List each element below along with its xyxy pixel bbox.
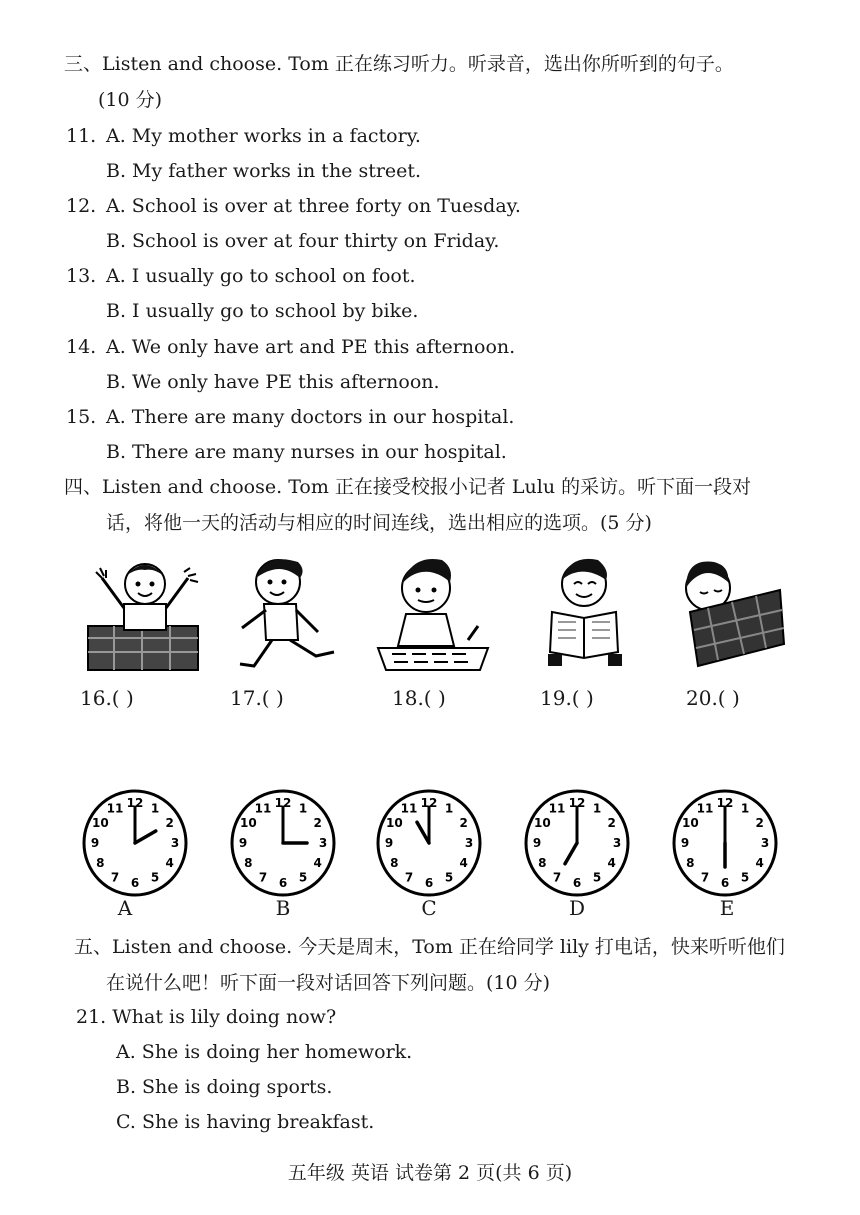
clock-numeral: 4 bbox=[607, 856, 616, 870]
clock-numeral: 1 bbox=[592, 801, 602, 816]
answer-blank-17[interactable]: 17.( ) bbox=[230, 686, 284, 710]
question-15-number: 15. bbox=[66, 406, 97, 428]
clock-b bbox=[228, 788, 338, 898]
clock-numeral: 8 bbox=[244, 856, 253, 870]
clock-label-d: D bbox=[568, 896, 586, 920]
section3-heading-line2: (10 分) bbox=[98, 89, 163, 111]
clock-numeral: 2 bbox=[755, 816, 764, 830]
clock-numeral: 11 bbox=[254, 801, 272, 816]
clock-numeral: 1 bbox=[740, 801, 750, 816]
boy-reading-icon bbox=[526, 548, 648, 676]
clock-numeral: 6 bbox=[572, 876, 582, 890]
clock-label-b: B bbox=[275, 896, 291, 920]
clock-label-c: C bbox=[421, 896, 437, 920]
clock-numeral: 12 bbox=[126, 796, 144, 810]
question-11-option-b: B. My father works in the street. bbox=[106, 160, 422, 182]
section5-heading-line2: 在说什么吧！听下面一段对话回答下列问题。(10 分) bbox=[106, 972, 551, 994]
clock-numeral: 9 bbox=[90, 836, 100, 850]
clock-numeral: 10 bbox=[240, 816, 257, 830]
clock-numeral: 5 bbox=[740, 870, 750, 885]
clock-numeral: 3 bbox=[318, 836, 328, 850]
clock-numeral: 3 bbox=[464, 836, 474, 850]
clock-label-e: E bbox=[719, 896, 735, 920]
question-14-option-b: B. We only have PE this afternoon. bbox=[106, 371, 440, 393]
question-12-option-a: A. School is over at three forty on Tuesday. bbox=[106, 195, 521, 217]
clock-numeral: 6 bbox=[424, 876, 434, 890]
clock-numeral: 2 bbox=[607, 816, 616, 830]
clock-numeral: 7 bbox=[700, 870, 710, 885]
clock-numeral: 9 bbox=[238, 836, 248, 850]
page-footer: 五年级 英语 试卷第 2 页(共 6 页) bbox=[287, 1162, 573, 1184]
clock-numeral: 4 bbox=[755, 856, 764, 870]
question-13-number: 13. bbox=[66, 265, 97, 287]
clock-numeral: 4 bbox=[313, 856, 322, 870]
clock-numeral: 8 bbox=[390, 856, 399, 870]
clock-numeral: 1 bbox=[444, 801, 454, 816]
clock-numeral: 6 bbox=[130, 876, 140, 890]
clock-numeral: 3 bbox=[170, 836, 180, 850]
section3-heading-line1: 三、Listen and choose. Tom 正在练习听力。听录音，选出你所听到的句子。 bbox=[64, 53, 734, 75]
clock-numeral: 8 bbox=[538, 856, 547, 870]
clock-numeral: 5 bbox=[592, 870, 602, 885]
clock-numeral: 12 bbox=[568, 796, 586, 810]
clock-numeral: 5 bbox=[150, 870, 160, 885]
answer-blank-16[interactable]: 16.( ) bbox=[80, 686, 134, 710]
clock-numeral: 6 bbox=[278, 876, 288, 890]
clock-numeral: 7 bbox=[404, 870, 414, 885]
clock-numeral: 10 bbox=[534, 816, 551, 830]
clock-label-a: A bbox=[117, 896, 133, 920]
clock-numeral: 7 bbox=[258, 870, 268, 885]
clock-e bbox=[670, 788, 780, 898]
question-15-option-a: A. There are many doctors in our hospital. bbox=[106, 406, 515, 428]
clock-numeral: 12 bbox=[420, 796, 438, 810]
clock-numeral: 11 bbox=[400, 801, 418, 816]
clock-d bbox=[522, 788, 632, 898]
clock-numeral: 10 bbox=[386, 816, 403, 830]
clock-numeral: 10 bbox=[92, 816, 109, 830]
clock-numeral: 10 bbox=[682, 816, 699, 830]
clock-numeral: 9 bbox=[532, 836, 542, 850]
boy-waking-up-icon bbox=[84, 548, 206, 676]
question-12-number: 12. bbox=[66, 195, 97, 217]
clock-numeral: 12 bbox=[716, 796, 734, 810]
question-14-number: 14. bbox=[66, 336, 97, 358]
clock-numeral: 7 bbox=[110, 870, 120, 885]
clock-numeral: 4 bbox=[459, 856, 468, 870]
clock-numeral: 2 bbox=[459, 816, 468, 830]
answer-blank-20[interactable]: 20.( ) bbox=[686, 686, 740, 710]
clock-numeral: 11 bbox=[696, 801, 714, 816]
question-14-option-a: A. We only have art and PE this afternoon. bbox=[106, 336, 516, 358]
answer-blank-19[interactable]: 19.( ) bbox=[540, 686, 594, 710]
clock-numeral: 5 bbox=[298, 870, 308, 885]
clock-numeral: 12 bbox=[274, 796, 292, 810]
section4-heading-line2: 话，将他一天的活动与相应的时间连线，选出相应的选项。(5 分) bbox=[106, 512, 652, 534]
clock-numeral: 3 bbox=[760, 836, 770, 850]
boy-doing-homework-icon bbox=[372, 548, 494, 676]
clock-numeral: 8 bbox=[686, 856, 695, 870]
clock-numeral: 11 bbox=[106, 801, 124, 816]
clock-numeral: 2 bbox=[313, 816, 322, 830]
question-12-option-b: B. School is over at four thirty on Friday. bbox=[106, 230, 500, 252]
clock-numeral: 7 bbox=[552, 870, 562, 885]
answer-blank-18[interactable]: 18.( ) bbox=[392, 686, 446, 710]
clock-numeral: 1 bbox=[150, 801, 160, 816]
clock-numeral: 3 bbox=[612, 836, 622, 850]
boy-running-icon bbox=[226, 548, 348, 676]
clock-numeral: 4 bbox=[165, 856, 174, 870]
clock-a bbox=[80, 788, 190, 898]
section4-heading-line1: 四、Listen and choose. Tom 正在接受校报小记者 Lulu 的采访。听下面一段对 bbox=[64, 476, 752, 498]
question-13-option-a: A. I usually go to school on foot. bbox=[106, 265, 416, 287]
question-21-option-a: A. She is doing her homework. bbox=[116, 1041, 413, 1063]
question-11-option-a: A. My mother works in a factory. bbox=[106, 125, 421, 147]
clock-numeral: 11 bbox=[548, 801, 566, 816]
clock-numeral: 2 bbox=[165, 816, 174, 830]
clock-numeral: 6 bbox=[720, 876, 730, 890]
question-15-option-b: B. There are many nurses in our hospital. bbox=[106, 441, 507, 463]
clock-numeral: 5 bbox=[444, 870, 454, 885]
question-11-number: 11. bbox=[66, 125, 97, 147]
clock-c bbox=[374, 788, 484, 898]
question-21: 21. What is lily doing now? bbox=[76, 1006, 337, 1028]
clock-numeral: 9 bbox=[384, 836, 394, 850]
clock-numeral: 1 bbox=[298, 801, 308, 816]
question-21-option-c: C. She is having breakfast. bbox=[116, 1111, 375, 1133]
clock-numeral: 9 bbox=[680, 836, 690, 850]
clock-numeral: 8 bbox=[96, 856, 105, 870]
question-13-option-b: B. I usually go to school by bike. bbox=[106, 300, 419, 322]
boy-sleeping-icon bbox=[668, 548, 790, 676]
section5-heading-line1: 五、Listen and choose. 今天是周末，Tom 正在给同学 lily 打电话，快来听听他们 bbox=[74, 936, 785, 958]
question-21-option-b: B. She is doing sports. bbox=[116, 1076, 333, 1098]
